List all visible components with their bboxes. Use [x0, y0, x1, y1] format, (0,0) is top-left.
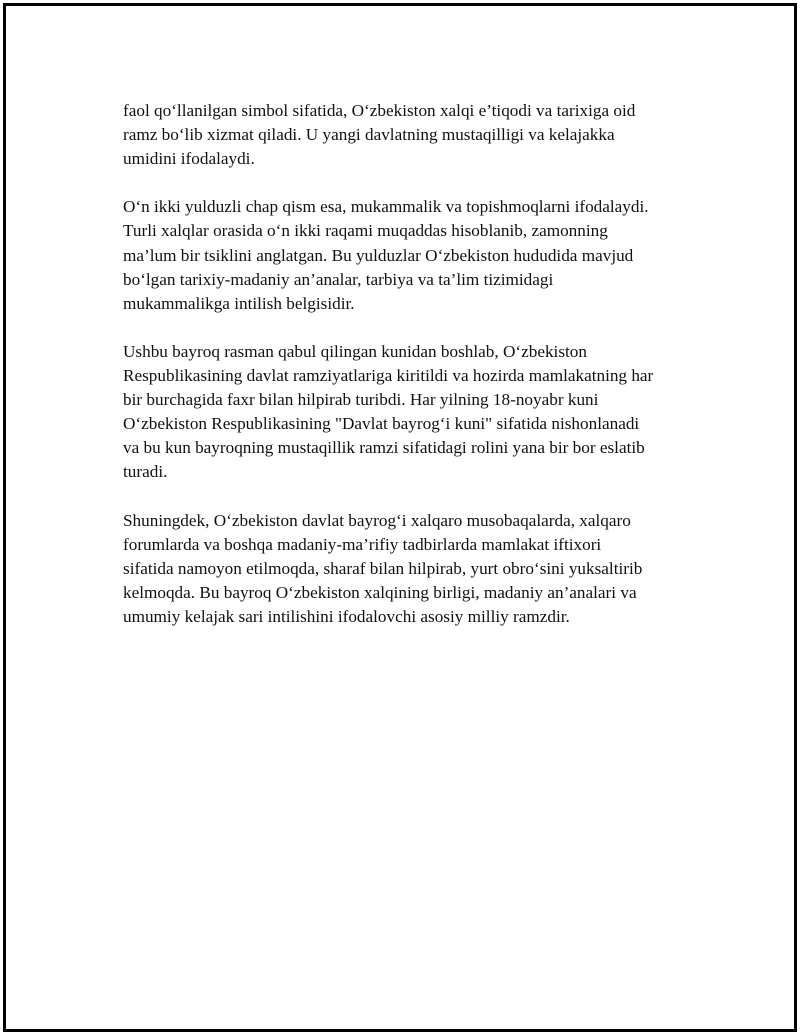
text-line: bo‘lgan tarixiy-madaniy an’analar, tarbiya va ta’lim tizimidagi	[123, 269, 554, 289]
text-line: Shuningdek, O‘zbekiston davlat bayrog‘i xalqaro musobaqalarda, xalqaro	[123, 510, 631, 530]
text-line: va bu kun bayroqning mustaqillik ramzi sifatidagi rolini yana bir bor eslatib	[123, 438, 645, 458]
text-line: faol qo‘llanilgan simbol sifatida, O‘zbekiston xalqi e’tiqodi va tarixiga oid	[123, 101, 636, 120]
text-line: O‘n ikki yulduzli chap qism esa, mukammalik va topishmoqlarni ifodalaydi.	[123, 197, 649, 217]
text-line: ma’lum bir tsiklini anglatgan. Bu yulduzlar O‘zbekiston hududida mavjud	[123, 245, 634, 265]
paragraph-1	[123, 99, 703, 171]
text-line: turadi.	[123, 462, 168, 482]
text-line: Turli xalqlar orasida o‘n ikki raqami muqaddas hisoblanib, zamonning	[123, 221, 608, 241]
text-line: ramz bo‘lib xizmat qiladi. U yangi davlatning mustaqilligi va kelajakka	[123, 125, 615, 145]
paragraph-3	[123, 340, 703, 485]
text-line: Ushbu bayroq rasman qabul qilingan kunidan boshlab, O‘zbekiston	[123, 341, 587, 361]
paragraph-4	[123, 509, 703, 629]
text-line: umumiy kelajak sari intilishini ifodalovchi asosiy milliy ramzdir.	[123, 606, 570, 626]
text-line: umidini ifodalaydi.	[123, 149, 255, 169]
document-page	[3, 3, 797, 1032]
text-line: bir burchagida faxr bilan hilpirab turibdi. Har yilning 18-noyabr kuni	[123, 390, 599, 410]
text-line: mukammalikga intilish belgisidir.	[123, 293, 355, 313]
text-line: forumlarda va boshqa madaniy-ma’rifiy tadbirlarda mamlakat iftixori	[123, 534, 602, 554]
text-line: kelmoqda. Bu bayroq O‘zbekiston xalqining birligi, madaniy an’analari va	[123, 582, 637, 602]
paragraph-2	[123, 195, 703, 315]
text-line: O‘zbekiston Respublikasining "Davlat bayrog‘i kuni" sifatida nishonlanadi	[123, 414, 640, 434]
document-body	[123, 99, 703, 653]
text-line: Respublikasining davlat ramziyatlariga kiritildi va hozirda mamlakatning har	[123, 366, 654, 386]
text-line: sifatida namoyon etilmoqda, sharaf bilan hilpirab, yurt obro‘sini yuksaltirib	[123, 558, 643, 578]
